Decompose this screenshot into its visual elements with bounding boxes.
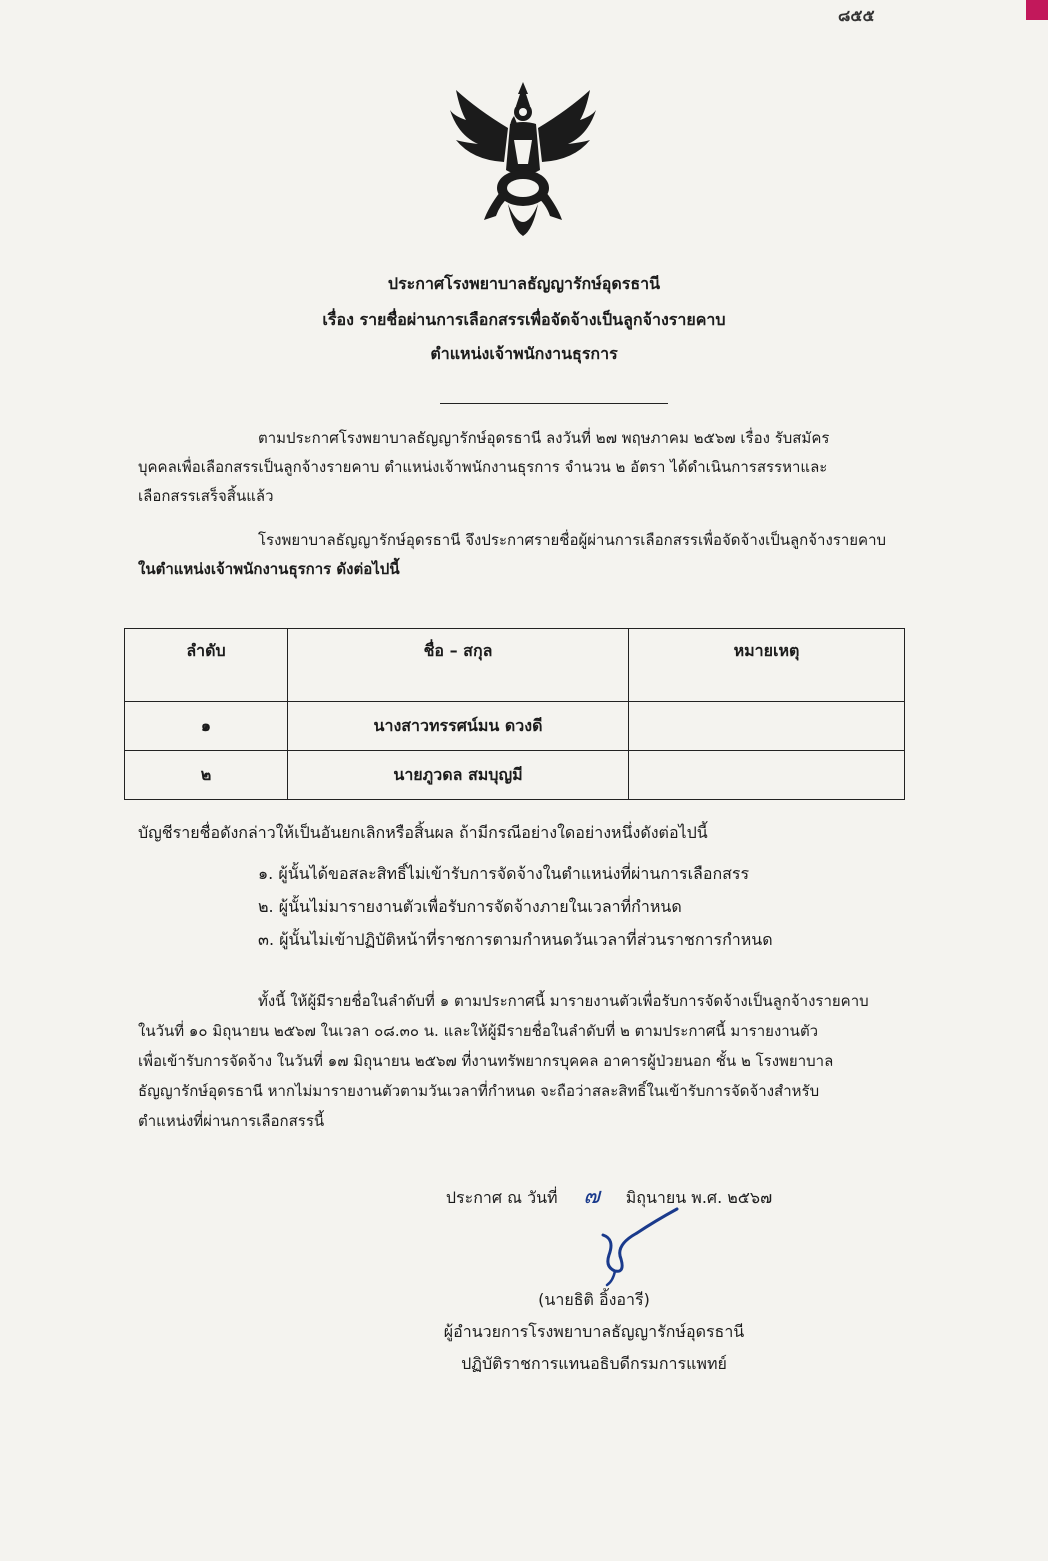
paragraph-2 (138, 526, 973, 584)
cancel-condition-2: ๒. ผู้นั้นไม่มารายงานตัวเพื่อรับการจัดจ้างภายในเวลาที่กำหนด (258, 897, 682, 916)
row-number: ๑ (125, 702, 288, 751)
edge-color-mark (1026, 0, 1048, 20)
announcement-position: ตำแหน่งเจ้าพนักงานธุรการ (430, 344, 618, 363)
row-name: นายภูวดล สมบุญมี (288, 751, 629, 800)
row-number: ๒ (125, 751, 288, 800)
report-line-3: เพื่อเข้ารับการจัดจ้าง ในวันที่ ๑๗ มิถุนายน ๒๕๖๗ ที่งานทรัพยากรบุคคล อาคารผู้ป่วยนอก ชั้น ๒ โรงพยาบาล (138, 1052, 834, 1070)
cancel-condition-1: ๑. ผู้นั้นได้ขอสละสิทธิ์ไม่เข้ารับการจัดจ้างในตำแหน่งที่ผ่านการเลือกสรร (258, 864, 750, 883)
cancel-intro: บัญชีรายชื่อดังกล่าวให้เป็นอันยกเลิกหรือสิ้นผล ถ้ามีกรณีอย่างใดอย่างหนึ่งดังต่อไปนี้ (138, 823, 708, 842)
header-note: หมายเหตุ (629, 629, 905, 702)
signatory-title-1: ผู้อำนวยการโรงพยาบาลธัญญารักษ์อุดรธานี (443, 1322, 745, 1341)
announce-date-prefix: ประกาศ ณ วันที่ (445, 1188, 558, 1207)
row-note (629, 702, 905, 751)
corner-document-number: ๘๕๕ (838, 6, 875, 25)
announce-month-year: มิถุนายน พ.ศ. ๒๕๖๗ (625, 1188, 773, 1207)
announcement-subject: เรื่อง รายชื่อผ่านการเลือกสรรเพื่อจัดจ้างเป็นลูกจ้างรายคาบ (322, 310, 726, 329)
candidate-table (124, 628, 905, 800)
signatory-title-2: ปฏิบัติราชการแทนอธิบดีกรมการแพทย์ (461, 1354, 727, 1373)
table-row (125, 702, 905, 751)
signature-icon (585, 1205, 695, 1290)
title-underline (440, 403, 668, 404)
garuda-emblem-icon (448, 80, 598, 240)
header-name: ชื่อ – สกุล (288, 629, 629, 702)
announcement-title: ประกาศโรงพยาบาลธัญญารักษ์อุดรธานี (387, 274, 661, 293)
report-paragraph (138, 986, 973, 1136)
paragraph-2-line-1: โรงพยาบาลธัญญารักษ์อุดรธานี จึงประกาศรายชื่อผู้ผ่านการเลือกสรรเพื่อจัดจ้างเป็นลูกจ้างรายคาบ (258, 531, 887, 549)
header-order: ลำดับ (125, 629, 288, 702)
table-row (125, 751, 905, 800)
cancel-condition-3: ๓. ผู้นั้นไม่เข้าปฏิบัติหน้าที่ราชการตามกำหนดวันเวลาที่ส่วนราชการกำหนด (258, 930, 773, 949)
paragraph-1 (138, 424, 973, 511)
paragraph-1-line-1: ตามประกาศโรงพยาบาลธัญญารักษ์อุดรธานี ลงวันที่ ๒๗ พฤษภาคม ๒๕๖๗ เรื่อง รับสมัคร (258, 429, 830, 447)
paragraph-2-line-2: ในตำแหน่งเจ้าพนักงานธุรการ ดังต่อไปนี้ (138, 560, 400, 578)
signatory-name: (นายธิติ อิ้งอารี) (538, 1290, 650, 1309)
paragraph-1-line-3: เลือกสรรเสร็จสิ้นแล้ว (138, 487, 274, 505)
announce-day-handwritten: ๗ (583, 1184, 600, 1209)
table-header-row (125, 629, 905, 702)
paragraph-1-line-2: บุคคลเพื่อเลือกสรรเป็นลูกจ้างรายคาบ ตำแหน่งเจ้าพนักงานธุรการ จำนวน ๒ อัตรา ได้ดำเนินการสรรหาและ (138, 458, 828, 476)
announce-date (0, 1178, 1048, 1213)
report-line-2: ในวันที่ ๑๐ มิถุนายน ๒๕๖๗ ในเวลา ๐๘.๓๐ น. และให้ผู้มีรายชื่อในลำดับที่ ๒ ตามประกาศนี้ มารายงานตัว (138, 1022, 819, 1040)
row-note (629, 751, 905, 800)
report-line-4: ธัญญารักษ์อุดรธานี หากไม่มารายงานตัวตามวันเวลาที่กำหนด จะถือว่าสละสิทธิ์ในเข้ารับการจัดจ้างสำหรับ (138, 1082, 820, 1100)
row-name: นางสาวทรรศน์มน ดวงดี (288, 702, 629, 751)
report-line-5: ตำแหน่งที่ผ่านการเลือกสรรนี้ (138, 1112, 325, 1130)
report-line-1: ทั้งนี้ ให้ผู้มีรายชื่อในลำดับที่ ๑ ตามประกาศนี้ มารายงานตัวเพื่อรับการจัดจ้างเป็นลูกจ้างรายคาบ (258, 992, 869, 1010)
